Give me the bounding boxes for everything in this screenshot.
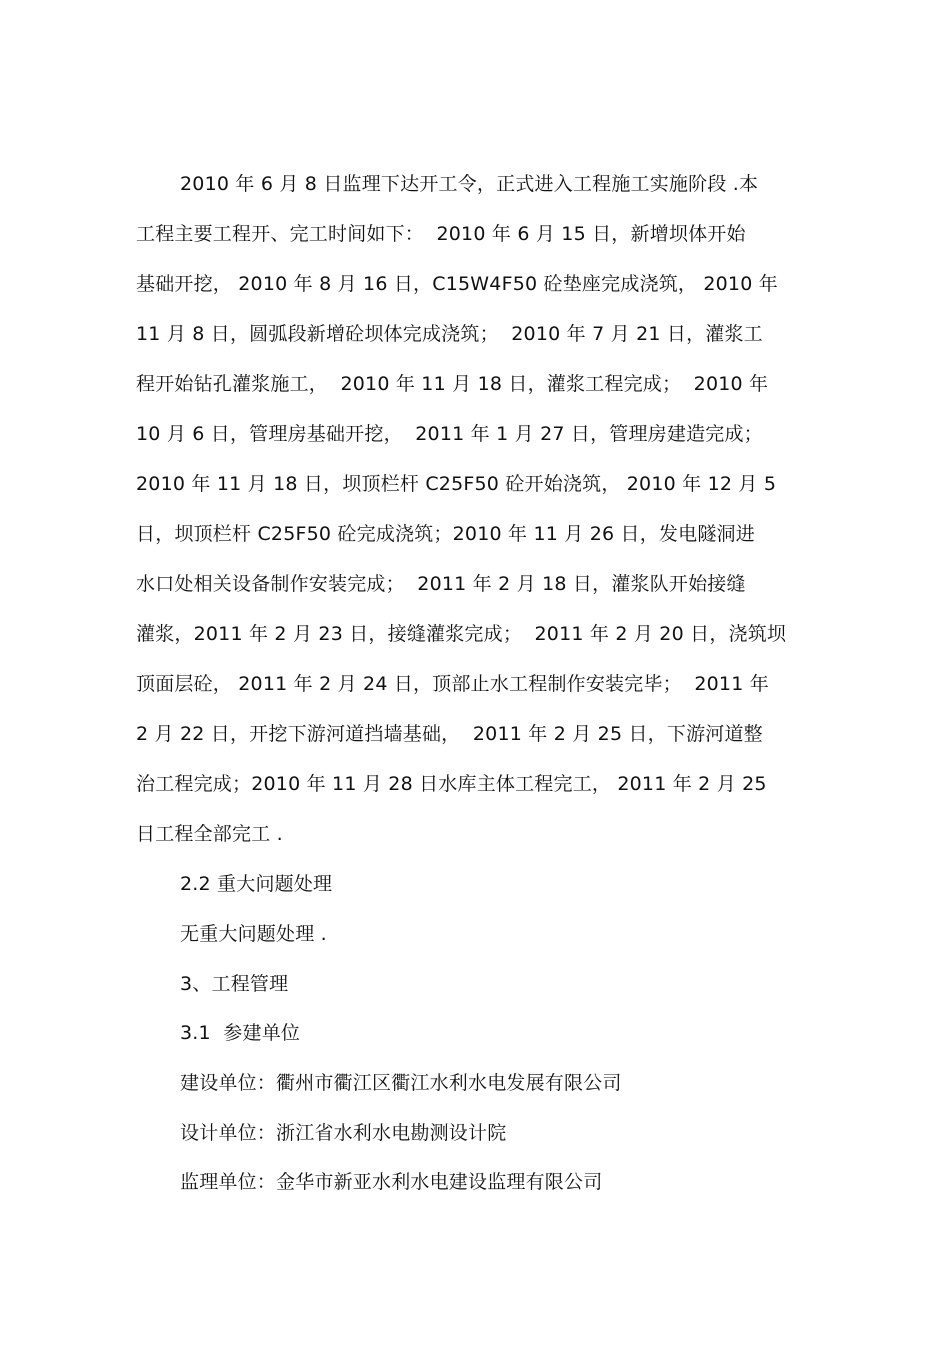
section-heading-3-1: 3.1 参建单位 bbox=[180, 1022, 301, 1044]
section-heading-3: 3、工程管理 bbox=[180, 973, 289, 995]
paragraph-line: 治工程完成；2010 年 11 月 28 日水库主体工程完工， 2011 年 2 月 25 bbox=[136, 773, 767, 795]
paragraph-line: 11 月 8 日，圆弧段新增砼坝体完成浇筑； 2010 年 7 月 21 日，灌浆工 bbox=[136, 323, 763, 345]
paragraph-line: 2 月 22 日，开挖下游河道挡墙基础， 2011 年 2 月 25 日，下游河道整 bbox=[136, 723, 763, 745]
paragraph-line: 顶面层砼， 2011 年 2 月 24 日，顶部止水工程制作安装完毕； 2011 年 bbox=[136, 673, 769, 695]
paragraph-line: 工程主要工程开、完工时间如下： 2010 年 6 月 15 日，新增坝体开始 bbox=[136, 223, 746, 245]
unit-line-supervision: 监理单位：金华市新亚水利水电建设监理有限公司 bbox=[180, 1171, 603, 1193]
unit-line-design: 设计单位：浙江省水利水电勘测设计院 bbox=[180, 1122, 507, 1144]
paragraph-line: 日，坝顶栏杆 C25F50 砼完成浇筑；2010 年 11 月 26 日，发电隧洞进 bbox=[136, 523, 755, 545]
paragraph-line: 日工程全部完工 . bbox=[136, 823, 283, 845]
section-body-2-2: 无重大问题处理 . bbox=[180, 923, 327, 945]
paragraph-line: 水口处相关设备制作安装完成； 2011 年 2 月 18 日，灌浆队开始接缝 bbox=[136, 573, 746, 595]
section-heading-2-2: 2.2 重大问题处理 bbox=[180, 873, 333, 895]
paragraph-line: 基础开挖， 2010 年 8 月 16 日，C15W4F50 砼垫座完成浇筑， 2010 年 bbox=[136, 273, 778, 295]
paragraph-line: 程开始钻孔灌浆施工， 2010 年 11 月 18 日，灌浆工程完成； 2010 年 bbox=[136, 373, 769, 395]
unit-line-construction: 建设单位：衢州市衢江区衢江水利水电发展有限公司 bbox=[180, 1072, 622, 1094]
paragraph-line: 灌浆，2011 年 2 月 23 日，接缝灌浆完成； 2011 年 2 月 20 日，浇筑坝 bbox=[136, 623, 787, 645]
paragraph-line: 10 月 6 日，管理房基础开挖， 2011 年 1 月 27 日，管理房建造完成； bbox=[136, 423, 763, 445]
paragraph-line: 2010 年 6 月 8 日监理下达开工令，正式进入工程施工实施阶段 .本 bbox=[180, 173, 759, 195]
paragraph-line: 2010 年 11 月 18 日，坝顶栏杆 C25F50 砼开始浇筑， 2010 年 12 月 5 bbox=[136, 473, 777, 495]
